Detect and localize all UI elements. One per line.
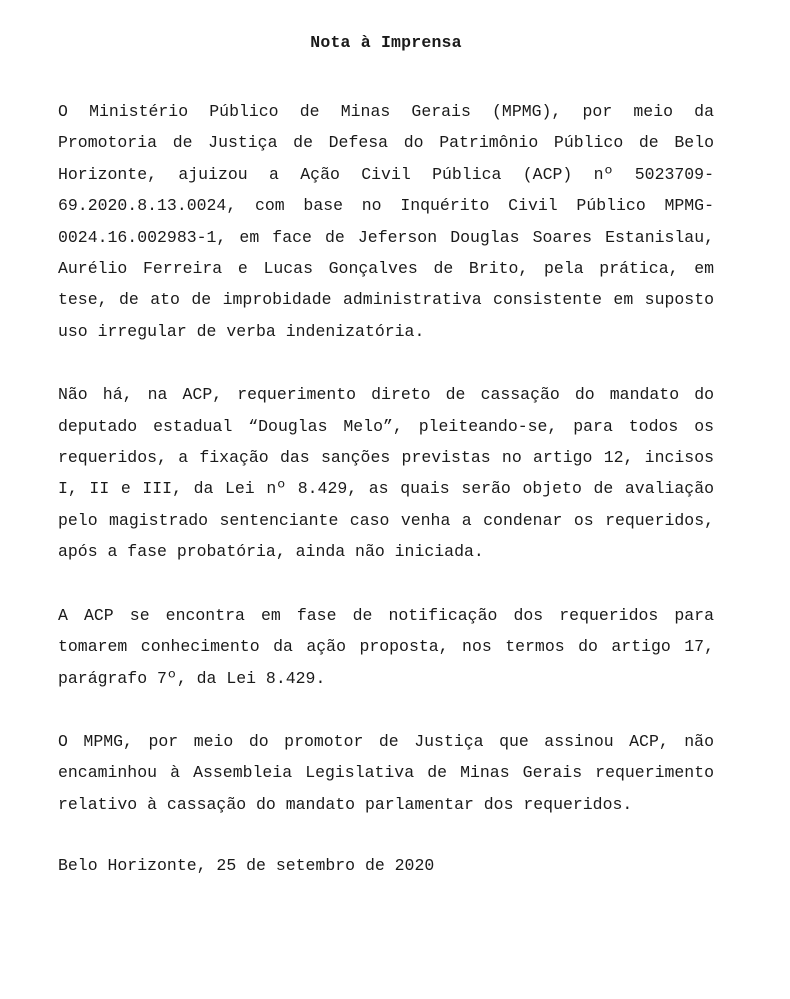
- document-title: Nota à Imprensa: [310, 33, 462, 52]
- paragraph-no-cassation-request: Não há, na ACP, requerimento direto de cassação do mandato do deputado estadual “Douglas Melo”, pleiteando-se, para todos os requeridos, a fixação das sanções previstas no artigo 12, incisos I, II e III, da Lei nº 8.429, as quais serão objeto de avaliação pelo magistrado sentenciante caso venha a condenar os requeridos, após a fase probatória, ainda não iniciada.: [58, 385, 714, 562]
- press-note-page: [58, 30, 714, 882]
- date-line: Belo Horizonte, 25 de setembro de 2020: [58, 856, 435, 876]
- paragraph-no-referral: O MPMG, por meio do promotor de Justiça que assinou ACP, não encaminhou à Assembleia Legislativa de Minas Gerais requerimento relativo à cassação do mandato parlamentar dos requeridos.: [58, 731, 714, 814]
- paragraph-notification-phase: A ACP se encontra em fase de notificação dos requeridos para tomarem conhecimento da ação proposta, nos termos do artigo 17, parágrafo 7º, da Lei 8.429.: [58, 605, 714, 688]
- paragraph-action-filed: O Ministério Público de Minas Gerais (MPMG), por meio da Promotoria de Justiça de Defesa do Patrimônio Público de Belo Horizonte, ajuizou a Ação Civil Pública (ACP) nº 5023709-69.2020.8.13.0024, com base no Inquérito Civil Público MPMG-0024.16.002983-1, em face de Jeferson Douglas Soares Estanislau, Aurélio Ferreira e Lucas Gonçalves de Brito, pela prática, em tese, de ato de improbidade administrativa consistente em suposto uso irregular de verba indenizatória.: [58, 102, 714, 341]
